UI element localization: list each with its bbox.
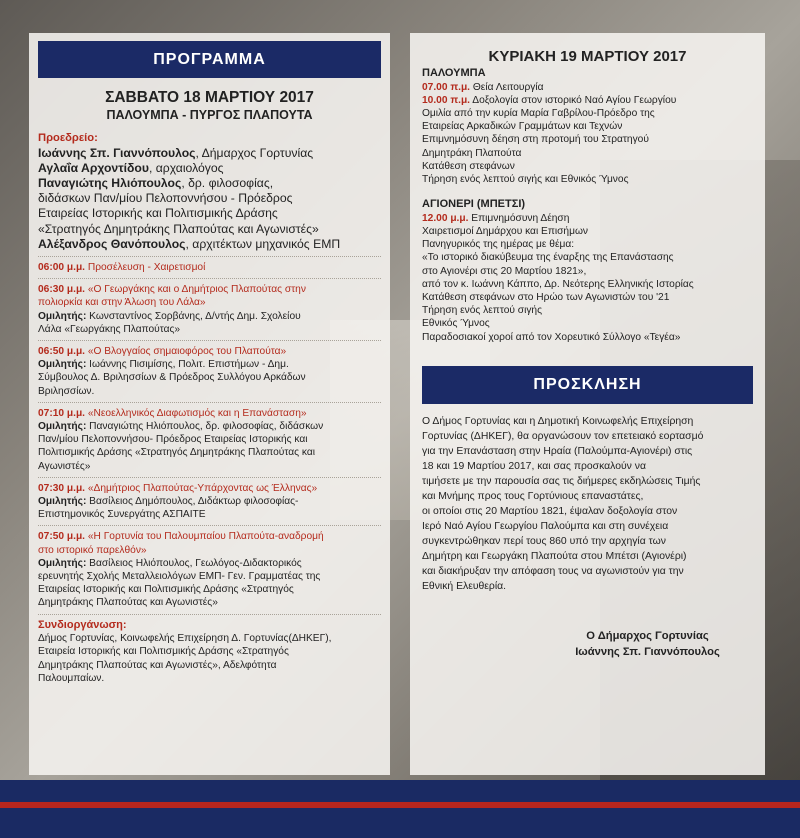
program-item bbox=[38, 345, 381, 358]
program-item bbox=[38, 261, 381, 274]
speaker-info: Βασίλειος Ηλιόπουλος, Γεωλόγος-Διδακτορικός bbox=[86, 557, 302, 569]
schedule-text: Ομιλία από την κυρία Μαρία Γαβρίλου-Πρόεδρο της bbox=[422, 108, 655, 119]
schedule-text: Χαιρετισμοί Δημάρχου και Επισήμων bbox=[422, 226, 589, 238]
invitation-line: και διακήρυξαν την απόφαση τους να αγωνιστούν για την bbox=[422, 565, 684, 577]
program-time: 07:50 μ.μ. bbox=[38, 531, 86, 543]
invitation-line: οι οποίοι στις 20 Μαρτίου 1821, έψαλαν δοξολογία στον bbox=[422, 505, 678, 517]
speaker-info: Κωνσταντίνος Σορβάνης, Δ/ντής Δημ. Σχολείου bbox=[86, 310, 301, 322]
coorg-line: Παλουμπαίων. bbox=[38, 672, 105, 684]
member-role: , αρχιτέκτων μηχανικός ΕΜΠ bbox=[185, 236, 341, 251]
program-time: 06:00 μ.μ. bbox=[38, 262, 86, 274]
program-text: Βριλησσίων. bbox=[38, 385, 95, 397]
member-role: , αρχαιολόγος bbox=[148, 160, 224, 175]
program-title: «Δημήτριος Πλαπούτας-Υπάρχοντας ως Έλληνας» bbox=[85, 482, 318, 494]
member-role: «Στρατηγός Δημητράκης Πλαπούτας και Αγωνιστές» bbox=[38, 221, 319, 236]
program-line bbox=[38, 433, 381, 446]
schedule-text: Πανηγυρικός της ημέρας με θέμα: bbox=[422, 239, 575, 251]
schedule-text: «Το ιστορικό διακύβευμα της έναρξης της Επανάστασης bbox=[422, 252, 674, 264]
saturday-place: ΠΑΛΟΥΜΠΑ - ΠΥΡΓΟΣ ΠΛΑΠΟΥΤΑ bbox=[106, 108, 313, 122]
program-line bbox=[38, 358, 381, 371]
schedule-line bbox=[422, 317, 753, 330]
invitation-line: Εθνική Ελευθερία. bbox=[422, 580, 507, 592]
program-line bbox=[38, 544, 381, 557]
member-role: , δρ. φιλοσοφίας, bbox=[181, 176, 274, 190]
program-title: ΠΡΟΓΡΑΜΜΑ bbox=[38, 41, 381, 78]
schedule-text: Εθνικός Ύμνος bbox=[422, 318, 490, 330]
program-text: ερευνητής Σχολής Μεταλλειολόγων ΕΜΠ- Γεν. Γραμματέας της bbox=[38, 571, 321, 583]
invitation-line: Ιερό Ναό Αγίου Γεωργίου Παλούμπα και στη συνέχεια bbox=[422, 520, 669, 532]
schedule-text: στο Αγιονέρι στις 20 Μαρτίου 1821», bbox=[422, 265, 587, 277]
invitation-line: Γορτυνίας (ΔΗΚΕΓ), θα οργανώσουν τον επετειακό εορτασμό bbox=[422, 430, 704, 442]
schedule-text: Εταιρείας Αρκαδικών Γραμμάτων και Τεχνών bbox=[422, 121, 623, 133]
schedule-line bbox=[422, 94, 753, 107]
member-role: Εταιρείας Ιστορικής και Πολιτισμικής Δράσης bbox=[38, 206, 278, 221]
program-item bbox=[38, 283, 381, 296]
coorg-list bbox=[38, 632, 381, 685]
schedule-text: Επιμνημόσυνη δέηση στη προτομή του Στρατηγού bbox=[422, 134, 649, 146]
signature-title: Ο Δήμαρχος Γορτυνίας bbox=[586, 629, 709, 642]
presidium-label: Προεδρείο: bbox=[38, 132, 98, 144]
schedule-text: Επιμνημόσυνη Δέηση bbox=[468, 212, 570, 224]
speaker-info: Ιωάννης Πισιμίσης, Πολιτ. Επιστήμων - Δημ. bbox=[86, 359, 289, 371]
presidium-member bbox=[38, 191, 381, 206]
program-time: 06:30 μ.μ. bbox=[38, 284, 86, 296]
invitation-line: Ο Δήμος Γορτυνίας και η Δημοτική Κοινωφελής Επιχείρηση bbox=[422, 415, 694, 427]
program-title: «Η Γορτυνία του Παλουμπαίου Πλαπούτα-αναδρομή bbox=[85, 531, 324, 543]
member-role: , Δήμαρχος Γορτυνίας bbox=[195, 145, 314, 160]
invitation-text bbox=[422, 414, 753, 594]
sunday-heading: ΚΥΡΙΑΚΗ 19 ΜΑΡΤΙΟΥ 2017 bbox=[488, 48, 687, 65]
invitation-line: για την Επανάσταση στην Ηραία (Παλούμπα-Αγιονέρι) στις bbox=[422, 445, 693, 457]
schedule-text: Κατάθεση στεφάνων στο Ηρώο των Αγωνιστών του '21 bbox=[422, 292, 670, 304]
program-line bbox=[38, 371, 381, 384]
program-time: 07:10 μ.μ. bbox=[38, 407, 86, 419]
invitation-line: τιμήσετε με την παρουσία σας τις διήμερες εκδηλώσεις Τιμής bbox=[422, 475, 701, 487]
schedule-line bbox=[422, 81, 753, 94]
schedule-line bbox=[422, 133, 753, 146]
invitation-title: ΠΡΟΣΚΛΗΣΗ bbox=[422, 366, 753, 404]
agioneri-schedule bbox=[422, 212, 753, 344]
program-text: Πολιτισμικής Δράσης «Στρατηγός Δημητράκης Πλαπούτας και bbox=[38, 447, 315, 459]
schedule-text: Κατάθεση στεφάνων bbox=[422, 160, 515, 172]
program-title: «Ο Βλογγαίος σημαιοφόρος του Πλαπούτα» bbox=[85, 346, 287, 358]
schedule-text: Τήρηση ενός λεπτού σιγής και Εθνικός Ύμνος bbox=[422, 174, 629, 186]
program-text: Δημητράκης Πλαπούτας και Αγωνιστές» bbox=[38, 597, 218, 609]
schedule-line bbox=[422, 251, 753, 264]
invitation-line: Δημήτρη και Γεωργάκη Πλαπούτα στου Μπέτσι (Αγιονέρι) bbox=[422, 550, 687, 562]
signature-name: Ιωάννης Σπ. Γιαννόπουλος bbox=[575, 645, 720, 658]
schedule-line bbox=[422, 147, 753, 160]
schedule-text: Θεία Λειτουργία bbox=[470, 81, 544, 93]
presidium-member bbox=[38, 176, 381, 191]
program-line bbox=[38, 446, 381, 459]
program-time: 06:50 μ.μ. bbox=[38, 346, 86, 358]
program-item bbox=[38, 482, 381, 495]
presidium-member bbox=[38, 161, 381, 176]
speaker-label: Ομιλητής: bbox=[38, 359, 87, 371]
paloumpa-schedule bbox=[422, 81, 753, 187]
schedule-line bbox=[422, 120, 753, 133]
schedule-line bbox=[422, 173, 753, 186]
program-line bbox=[38, 570, 381, 583]
schedule-line bbox=[422, 160, 753, 173]
schedule-text: Δημητράκη Πλαπούτα bbox=[422, 147, 522, 159]
schedule-line bbox=[422, 225, 753, 238]
member-role: διδάσκων Παν/μίου Πελοποννήσου - Πρόεδρος bbox=[38, 191, 293, 206]
program-line bbox=[38, 508, 381, 521]
program-line bbox=[38, 420, 381, 433]
speaker-label: Ομιλητής: bbox=[38, 557, 87, 569]
member-name: Παναγιώτης Ηλιόπουλος bbox=[38, 176, 182, 190]
program-time: 07:30 μ.μ. bbox=[38, 482, 86, 494]
schedule-text: από τον κ. Ιωάννη Κάππο, Δρ. Νεότερης Ελληνικής Ιστορίας bbox=[422, 278, 694, 290]
speaker-label: Ομιλητής: bbox=[38, 421, 87, 433]
presidium-list bbox=[38, 146, 381, 252]
program-text: στο ιστορικό παρελθόν» bbox=[38, 544, 147, 556]
program-text: πολιορκία και στην Άλωση του Λάλα» bbox=[38, 297, 206, 309]
invitation-line: 18 και 19 Μαρτίου 2017, και σας προσκαλούν να bbox=[422, 460, 646, 472]
coorg-line: Εταιρεία Ιστορικής και Πολιτισμικής Δράσης «Στρατηγός bbox=[38, 646, 289, 658]
schedule-line bbox=[422, 265, 753, 278]
program-line bbox=[38, 310, 381, 323]
program-title: «Ο Γεωργάκης και ο Δημήτριος Πλαπούτας στην bbox=[85, 284, 306, 296]
program-line bbox=[38, 296, 381, 309]
invitation-line: συγκεντρώθηκαν περί τους 860 υπό την αρχηγία των bbox=[422, 535, 666, 547]
speaker-info: Παναγιώτης Ηλιόπουλος, δρ. φιλοσοφίας, διδάσκων bbox=[86, 421, 324, 433]
program-text: Σύμβουλος Δ. Βριλησσίων & Πρόεδρος Συλλόγου Αρκάδων bbox=[38, 372, 306, 384]
speaker-label: Ομιλητής: bbox=[38, 496, 87, 508]
coorg-label: Συνδιοργάνωση: bbox=[38, 618, 127, 631]
program-line bbox=[38, 460, 381, 473]
schedule-line bbox=[422, 212, 753, 225]
place-agioneri: ΑΓΙΟΝΕΡΙ (ΜΠΕΤΣΙ) bbox=[422, 198, 526, 211]
presidium-member bbox=[38, 222, 381, 237]
schedule-line bbox=[422, 304, 753, 317]
schedule-text: Παραδοσιακοί χοροί από τον Χορευτικό Σύλλογο «Τεγέα» bbox=[422, 331, 681, 343]
sunday-panel bbox=[410, 33, 765, 775]
schedule-line bbox=[422, 107, 753, 120]
member-name: Αγλαΐα Αρχοντίδου bbox=[38, 160, 149, 175]
schedule-line bbox=[422, 278, 753, 291]
program-line bbox=[38, 583, 381, 596]
program-line bbox=[38, 495, 381, 508]
program-line bbox=[38, 557, 381, 570]
schedule-time: 07.00 π.μ. bbox=[422, 81, 471, 93]
member-name: Ιωάννης Σπ. Γιαννόπουλος bbox=[38, 145, 196, 160]
schedule-text: Δοξολογία στον ιστορικό Ναό Αγίου Γεωργίου bbox=[470, 94, 677, 106]
presidium-member bbox=[38, 146, 381, 161]
coorg-line: Δήμος Γορτυνίας, Κοινωφελής Επιχείρηση Δ. Γορτυνίας(ΔΗΚΕΓ), bbox=[38, 633, 332, 645]
presidium-member bbox=[38, 206, 381, 221]
schedule-time: 12.00 μ.μ. bbox=[422, 212, 469, 224]
program-line bbox=[38, 323, 381, 336]
program-text: Λάλα «Γεωργάκης Πλαπούτας» bbox=[38, 323, 181, 335]
schedule-line bbox=[422, 331, 753, 344]
invitation-line: και Μνήμης προς τους Γορτύνιους επαναστάτες, bbox=[422, 490, 644, 502]
program-item bbox=[38, 407, 381, 420]
program-line bbox=[38, 385, 381, 398]
program-panel bbox=[29, 33, 390, 775]
program-text: Επιστημονικός Συνεργάτης ΑΣΠΑΙΤΕ bbox=[38, 509, 206, 521]
saturday-heading: ΣΑΒΒΑΤΟ 18 ΜΑΡΤΙΟΥ 2017 bbox=[105, 89, 314, 106]
program-list bbox=[38, 256, 381, 610]
place-paloumpa: ΠΑΛΟΥΜΠΑ bbox=[422, 67, 486, 79]
schedule-line bbox=[422, 238, 753, 251]
program-text: Αγωνιστές» bbox=[38, 460, 91, 472]
program-title: «Νεοελληνικός Διαφωτισμός και η Επανάσταση» bbox=[85, 407, 307, 419]
coorg-line: Δημητράκης Πλαπούτας και Αγωνιστές», Αδελφότητα bbox=[38, 659, 277, 671]
speaker-info: Βασίλειος Δημόπουλος, Διδάκτωρ φιλοσοφίας- bbox=[86, 496, 299, 508]
program-text: Εταιρείας Ιστορικής και Πολιτισμικής Δράσης «Στρατηγός bbox=[38, 584, 294, 596]
schedule-time: 10.00 π.μ. bbox=[422, 94, 471, 106]
member-name: Αλέξανδρος Θανόπουλος bbox=[38, 236, 186, 251]
program-text: Παν/μίου Πελοποννήσου- Πρόεδρος Εταιρείας Ιστορικής και bbox=[38, 434, 308, 446]
program-title: Προσέλευση - Χαιρετισμοί bbox=[85, 262, 206, 274]
program-item bbox=[38, 530, 381, 543]
signature-block bbox=[422, 628, 753, 660]
bottom-decorative-strip bbox=[0, 780, 800, 838]
program-line bbox=[38, 596, 381, 609]
speaker-label: Ομιλητής: bbox=[38, 310, 87, 322]
schedule-line bbox=[422, 291, 753, 304]
presidium-member bbox=[38, 237, 381, 252]
schedule-text: Τήρηση ενός λεπτού σιγής bbox=[422, 305, 543, 317]
